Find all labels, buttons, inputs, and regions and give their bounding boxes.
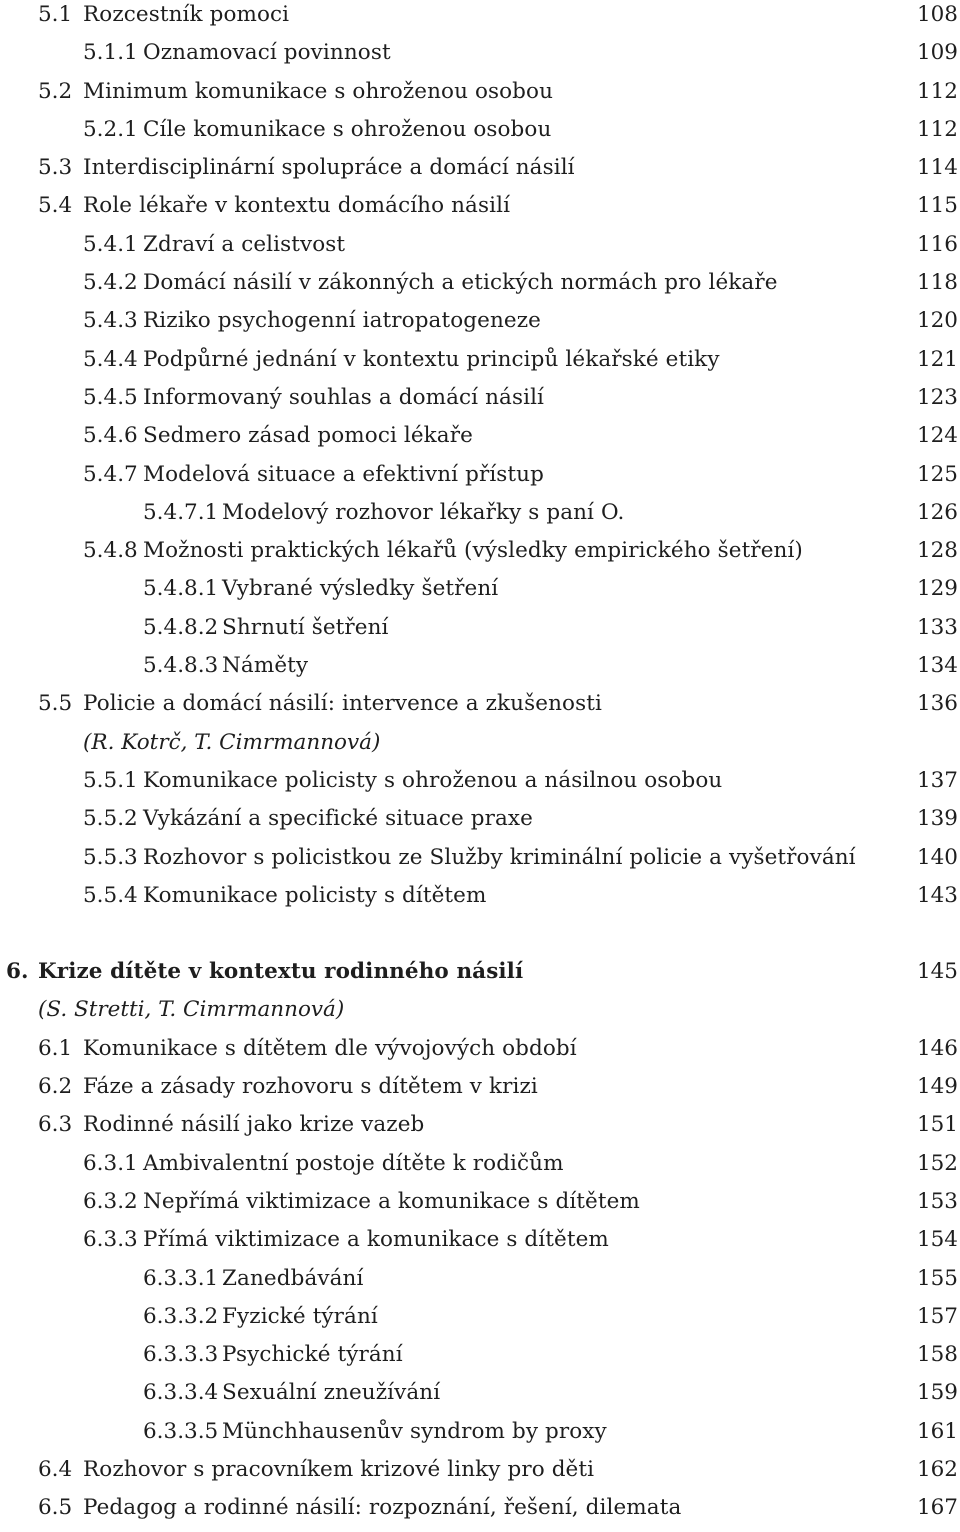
toc-entry-number: 5.4.8	[83, 538, 138, 564]
toc-entry-title: Pedagog a rodinné násilí: rozpoznání, řešení, dilemata	[83, 1495, 682, 1521]
toc-entry-title: Přímá viktimizace a komunikace s dítětem	[143, 1227, 609, 1253]
toc-entry-page-number: 109	[916, 40, 958, 66]
toc-entry-page-number: 137	[916, 767, 958, 793]
toc-entry-page-number: 126	[916, 499, 958, 525]
toc-entry	[0, 1149, 960, 1187]
toc-entry-title: Možnosti praktických lékařů (výsledky empirického šetření)	[143, 538, 803, 564]
toc-entry-title: Sedmero zásad pomoci lékaře	[143, 423, 473, 449]
toc-entry	[0, 345, 960, 383]
toc-entry	[0, 1072, 960, 1110]
toc-entry-title: Rodinné násilí jako krize vazeb	[83, 1112, 425, 1138]
toc-entry	[0, 1378, 960, 1416]
toc-entry-number: 5.4.8.3	[143, 653, 219, 679]
toc-entry-title: Informovaný souhlas a domácí násilí	[143, 384, 545, 410]
toc-entry	[0, 230, 960, 268]
toc-entry-page-number: 159	[916, 1380, 958, 1406]
toc-entry	[0, 613, 960, 651]
toc-entry-page-number: 146	[916, 1035, 958, 1061]
toc-entry-title: Zanedbávání	[222, 1265, 364, 1291]
toc-entry-number: 6.2	[38, 1074, 73, 1100]
toc-entry-number: 5.2.1	[83, 116, 138, 142]
toc-entry-page-number: 124	[916, 423, 958, 449]
toc-entry-page-number: 139	[916, 806, 958, 832]
toc-entry-page-number: 112	[916, 78, 958, 104]
toc-entry-number: 5.4.8.2	[143, 614, 219, 640]
toc-entry-page-number: 123	[916, 384, 958, 410]
toc-entry-number: 5.4.2	[83, 270, 138, 296]
toc-entry-page-number: 120	[916, 308, 958, 334]
toc-entry-page-number: 151	[916, 1112, 958, 1138]
toc-entry	[0, 536, 960, 574]
toc-entry	[0, 689, 960, 727]
toc-entry	[0, 957, 960, 995]
toc-entry-page-number: 161	[916, 1418, 958, 1444]
toc-entry-title: Rozhovor s pracovníkem krizové linky pro děti	[83, 1456, 595, 1482]
toc-entry	[0, 191, 960, 229]
toc-entry-page-number: 118	[916, 270, 958, 296]
toc-entry	[0, 153, 960, 191]
toc-entry-number: 6.3.1	[83, 1150, 138, 1176]
toc-entry-number: 6.3	[38, 1112, 73, 1138]
toc-entry-number: 6.3.3.5	[143, 1418, 219, 1444]
toc-entry-number: 5.4.1	[83, 231, 138, 257]
toc-entry	[0, 1034, 960, 1072]
toc-entry-page-number: 143	[916, 882, 958, 908]
toc-entry-number: 6.3.3.2	[143, 1303, 219, 1329]
toc-entry	[0, 460, 960, 498]
toc-entry-number: 5.1.1	[83, 40, 138, 66]
toc-entry-number: 5.4.7	[83, 461, 138, 487]
toc-entry-title: Shrnutí šetření	[222, 614, 389, 640]
toc-entry-page-number: 125	[916, 461, 958, 487]
toc-entry	[0, 421, 960, 459]
toc-entry	[0, 1225, 960, 1263]
toc-entry-title: Vybrané výsledky šetření	[222, 576, 499, 602]
toc-entry-number: 6.5	[38, 1495, 73, 1521]
toc-entry	[0, 306, 960, 344]
toc-entry-page-number: 162	[916, 1456, 958, 1482]
toc-entry-page-number: 136	[916, 691, 958, 717]
toc-entry-page-number: 153	[916, 1188, 958, 1214]
toc-entry-title: Domácí násilí v zákonných a etických normách pro lékaře	[143, 270, 778, 296]
toc-entry	[0, 766, 960, 804]
toc-author-line: (R. Kotrč, T. Cimrmannová)	[83, 729, 381, 755]
toc-entry	[0, 1493, 960, 1531]
toc-entry-number: 6.4	[38, 1456, 73, 1482]
toc-entry	[0, 995, 960, 1033]
toc-entry-page-number: 112	[916, 116, 958, 142]
toc-entry-title: Komunikace s dítětem dle vývojových období	[83, 1035, 577, 1061]
toc-entry-number: 5.2	[38, 78, 73, 104]
toc-entry-number: 6.3.3.4	[143, 1380, 219, 1406]
toc-entry	[0, 1110, 960, 1148]
toc-entry-number: 5.4.8.1	[143, 576, 219, 602]
toc-entry	[0, 1264, 960, 1302]
toc-entry	[0, 38, 960, 76]
toc-entry	[0, 1417, 960, 1455]
toc-entry-title: Fáze a zásady rozhovoru s dítětem v krizi	[83, 1074, 538, 1100]
toc-entry	[0, 268, 960, 306]
toc-entry-page-number: 154	[916, 1227, 958, 1253]
toc-entry	[0, 0, 960, 38]
toc-entry-number: 6.1	[38, 1035, 73, 1061]
toc-entry	[0, 651, 960, 689]
toc-entry-number: 5.5.3	[83, 844, 138, 870]
toc-entry-number: 6.3.2	[83, 1188, 138, 1214]
toc-entry	[0, 383, 960, 421]
toc-entry-page-number: 155	[916, 1265, 958, 1291]
toc-entry-title: Náměty	[222, 653, 309, 679]
toc-entry-page-number: 157	[916, 1303, 958, 1329]
toc-entry-title: Policie a domácí násilí: intervence a zkušenosti	[83, 691, 602, 717]
toc-entry-title: Komunikace policisty s ohroženou a násilnou osobou	[143, 767, 723, 793]
toc-entry-title: Sexuální zneužívání	[222, 1380, 441, 1406]
toc-entry-title: Komunikace policisty s dítětem	[143, 882, 487, 908]
toc-entry-page-number: 158	[916, 1342, 958, 1368]
toc-entry-page-number: 121	[916, 346, 958, 372]
toc-entry-number: 5.4.6	[83, 423, 138, 449]
toc-entry	[0, 1187, 960, 1225]
toc-entry-title: Interdisciplinární spolupráce a domácí násilí	[83, 155, 575, 181]
toc-entry	[0, 498, 960, 536]
toc-entry-title: Modelová situace a efektivní přístup	[143, 461, 544, 487]
toc-entry-number: 5.4.4	[83, 346, 138, 372]
toc-entry	[0, 115, 960, 153]
toc-entry-title: Rozcestník pomoci	[83, 2, 290, 27]
toc-entry-number: 5.4.3	[83, 308, 138, 334]
toc-entry-number: 6.3.3.3	[143, 1342, 219, 1368]
toc-entry-title: Cíle komunikace s ohroženou osobou	[143, 116, 552, 142]
toc-entry	[0, 1340, 960, 1378]
toc-entry-page-number: 114	[916, 155, 958, 181]
toc-entry-number: 5.4	[38, 193, 73, 219]
toc-entry-title: Minimum komunikace s ohroženou osobou	[83, 78, 554, 104]
toc-entry-number: 5.5	[38, 691, 73, 717]
toc-entry-number: 6.	[6, 959, 29, 985]
toc-entry-title: Rozhovor s policistkou ze Služby kriminální policie a vyšetřování	[143, 844, 856, 870]
toc-entry-title: Oznamovací povinnost	[143, 40, 391, 66]
toc-entry-title: Podpůrné jednání v kontextu principů lékařské etiky	[143, 346, 720, 372]
toc-entry-title: Münchhausenův syndrom by proxy	[222, 1418, 607, 1444]
toc-entry-title: Riziko psychogenní iatropatogeneze	[143, 308, 541, 334]
toc-entry-page-number: 149	[916, 1074, 958, 1100]
toc-entry-page-number: 116	[916, 231, 958, 257]
toc-author-line: (S. Stretti, T. Cimrmannová)	[38, 997, 345, 1023]
toc-entry	[0, 1302, 960, 1340]
toc-entry-page-number: 128	[916, 538, 958, 564]
toc-entry-title: Role lékaře v kontextu domácího násilí	[83, 193, 511, 219]
toc-entry	[0, 728, 960, 766]
toc-entry	[0, 77, 960, 115]
toc-entry	[0, 1455, 960, 1493]
toc-entry	[0, 574, 960, 612]
toc-entry-page-number: 152	[916, 1150, 958, 1176]
toc-entry-page-number: 145	[916, 959, 958, 985]
toc-entry-title: Fyzické týrání	[222, 1303, 378, 1329]
toc-entry-page-number: 133	[916, 614, 958, 640]
toc-entry-page-number: 134	[916, 653, 958, 679]
toc-entry-title: Psychické týrání	[222, 1342, 403, 1368]
toc-entry-number: 5.4.7.1	[143, 499, 219, 525]
toc-entry-title: Vykázání a specifické situace praxe	[143, 806, 533, 832]
toc-entry-number: 5.5.2	[83, 806, 138, 832]
toc-entry-number: 6.3.3.1	[143, 1265, 219, 1291]
toc-entry-title: Nepřímá viktimizace a komunikace s dítětem	[143, 1188, 640, 1214]
toc-entry-number: 6.3.3	[83, 1227, 138, 1253]
toc-entry-number: 5.5.4	[83, 882, 138, 908]
toc-entry-number: 5.3	[38, 155, 73, 181]
toc-entry-number: 5.4.5	[83, 384, 138, 410]
toc-entry-title: Ambivalentní postoje dítěte k rodičům	[143, 1150, 564, 1176]
toc-entry-title: Zdraví a celistvost	[143, 231, 346, 257]
toc-entry	[0, 843, 960, 881]
toc-entry	[0, 881, 960, 919]
toc-entry-page-number: 129	[916, 576, 958, 602]
toc-entry-title: Krize dítěte v kontextu rodinného násilí	[38, 959, 524, 985]
toc-entry-page-number: 108	[916, 2, 958, 27]
toc-entry-number: 5.1	[38, 2, 73, 27]
toc-entry-page-number: 115	[916, 193, 958, 219]
toc-entry	[0, 804, 960, 842]
toc-entry-title: Modelový rozhovor lékařky s paní O.	[222, 499, 625, 525]
toc-entry-page-number: 140	[916, 844, 958, 870]
toc-entry-page-number: 167	[916, 1495, 958, 1521]
toc-entry-number: 5.5.1	[83, 767, 138, 793]
